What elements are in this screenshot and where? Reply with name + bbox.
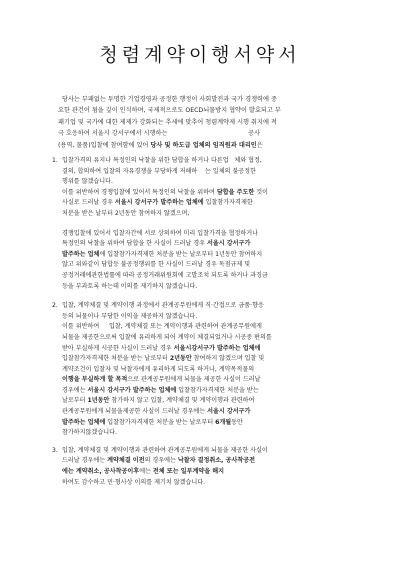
item-line	[62, 198, 362, 209]
item-line: 입찰, 계약체결 및 계약이행 과정에서 관계공무원에게 직·간접으로 금품·향응	[62, 302, 264, 310]
item-line	[62, 250, 362, 261]
item-emphasis: 낙찰자 결정취소, 공사착공전	[177, 457, 256, 465]
item-line: 경쟁입찰에 있어서 입찰자간에 서로 상의하여 미리 입찰가격을 협정하거나	[62, 229, 259, 237]
item-text: 경우에는	[62, 386, 88, 394]
item-line: 행위를 않겠습니다.	[62, 178, 113, 186]
item-text: 받아 부실하게 시공한 사실이 드러날 경우	[62, 344, 174, 352]
item-emphasis: 서울시강서구가 발주하는 업체에	[173, 344, 261, 352]
item-text: 참여하지 않겠으며 입찰 및	[191, 355, 265, 363]
item-line: 처분을 받은 날부터 2년동안 참여하지 않겠으며,	[62, 209, 190, 217]
item-line	[62, 418, 362, 429]
item-line	[62, 375, 362, 386]
item-text: 입찰참가자격제한 처분을 받는	[176, 386, 259, 394]
item-line: 이를 위반하여 입찰, 계약체결 또는 계약이행과 관련하여 관계공무원에게	[62, 323, 262, 331]
intro-line: 당사는 부패없는 투명한 기업경영과 공정한 행정이 사회발전과 국가 경쟁력에 중	[62, 96, 277, 103]
item-emphasis: 서울시 강서구가	[207, 240, 251, 248]
item-line	[62, 396, 362, 407]
item-text: 사실로 드러날 경우	[62, 199, 115, 207]
item-line	[62, 456, 362, 467]
item-text: 입찰참가자격제한	[203, 199, 253, 207]
item-line: 않고 위와같이 담합등 불공정행위를 한 사실이 드러날 경우 독점규제 및	[62, 261, 251, 269]
item-text: 이를 위반하여 경쟁입찰에 있어서 특정인의 낙찰을 위하여	[62, 188, 217, 196]
item-line: 등의 뇌물이나 부당한 이익을 제공하지 않겠습니다.	[62, 312, 198, 320]
item-text: 에는	[139, 468, 153, 476]
item-line	[62, 386, 362, 397]
intro-line: 요한 관건이 됨을 깊이 인식하며, 국제적으로도 OECD뇌물방지 협약이 발효되고 부	[58, 107, 281, 115]
item-emphasis: 서울시 강서구가	[207, 408, 251, 416]
intro-paragraph	[58, 94, 358, 151]
intro-line	[58, 140, 358, 151]
item-text: 드러날 경우에는	[62, 457, 108, 465]
pledge-item-3	[52, 446, 362, 488]
item-number: 2.	[52, 302, 58, 310]
item-number: 1.	[52, 157, 58, 164]
intro-text: 은	[256, 141, 263, 149]
item-number: 3.	[52, 446, 58, 454]
item-text: 관계공무원에게 뇌물을제공한 사실이 드러날 경우에는	[62, 408, 208, 416]
item-line: 하여도 감수하고 민·형사상 이의를 제기치 않겠습니다.	[62, 478, 206, 486]
item-emphasis: 담합을 주도한	[216, 188, 255, 196]
item-emphasis: 발주하는 업체	[62, 250, 100, 258]
pledge-item-2	[52, 301, 362, 439]
item-line	[62, 239, 362, 250]
item-line: 뇌물을 제공한으로써 입찰에 유리하게 되어 계약이 체결되었거나 시공중 편의를	[62, 333, 272, 341]
pledge-list	[52, 156, 362, 488]
item-line	[62, 467, 362, 478]
item-line	[62, 344, 362, 355]
item-text: 특정인의 낙찰을 위하여 담합을 한 사실이 드러날 경우	[62, 240, 208, 248]
pledge-item-1	[52, 156, 362, 292]
item-emphasis: 이행을 부실하게 할 목적	[62, 376, 128, 384]
intro-emphasis: 당사 및 하도급 업체의 임직원과 대리인	[150, 141, 257, 149]
item-text: 날로부터	[62, 397, 88, 405]
intro-line: 패기업 및 국가에 대한 제제가 강화되는 추세에 맞추어 청렴계약제 시행 취지에 적	[58, 118, 277, 126]
item-text: 입찰참가자격제한 처분을 받는 날로부터	[105, 418, 216, 426]
intro-text: (용역, 물품)입찰에 참여함에 있어	[58, 141, 151, 149]
item-line: 참가하지않겠습니다.	[62, 429, 117, 437]
item-line: 등을 부과토록 하는데 이의를 제기하지 않겠습니다.	[62, 282, 198, 290]
item-line: 공정거래에관한법률에 따라 공정거래위원회에 고발조치 되도록 하거나 과징금	[62, 271, 268, 279]
item-emphasis: 에는 계약취소, 공사착공이후	[62, 468, 140, 476]
item-emphasis: 2년동안	[169, 355, 192, 363]
item-emphasis: 1년동안	[87, 397, 110, 405]
item-line	[62, 188, 362, 199]
item-emphasis: 전체 또는 일부계약을 해지	[152, 468, 225, 476]
item-text: 참가하지 않고 입찰, 계약체결 및 계약이행과 관련하여	[109, 397, 255, 405]
item-line: 계약조건이 입찰자 및 낙찰자에게 유리하게 되도록 하거나, 계약목적물의	[62, 365, 255, 373]
item-emphasis: 서울시 강서구가 발주하는 업체에	[114, 199, 204, 207]
item-emphasis: 계약체결 이전	[107, 457, 145, 465]
item-line: 입찰, 계약체결 및 계약이행과 관련하여 관계공무원에게 뇌물을 제공한 사실이	[62, 446, 268, 454]
item-line: 입찰가격의 유지나 특정인의 낙찰을 위한 담합을 하거나 다른업 체와 협정,	[62, 157, 262, 164]
item-emphasis: 서울시 강서구가 발주하는 업체에	[87, 386, 177, 394]
item-text: 에 입찰참가자격제한 처분을 받는 날로부터 1년동안 참여하지	[99, 250, 263, 258]
item-text: 의 경우에는	[144, 457, 178, 465]
item-emphasis: 6개월	[215, 418, 232, 426]
item-line: 결의, 합의하여 입찰의 자유경쟁을 부당하게 저해하 는 일체의 불공정한	[62, 167, 256, 175]
intro-line: 극 호응하여 서울시 강서구에서 시행하는 공사	[58, 130, 261, 138]
item-text: 으로 관계공무원에게 뇌물을 제공한 사실이 드러날	[127, 376, 261, 384]
item-text: 것이	[254, 188, 269, 196]
item-line	[62, 354, 362, 365]
item-text: 동안	[231, 418, 243, 426]
item-emphasis: 발주하는 업체에	[62, 418, 106, 426]
item-text: 입찰참가자격제한 처분을 받는 날로부터	[62, 355, 170, 363]
page-title: 청렴계약이행서약서	[99, 44, 301, 66]
item-line	[62, 407, 362, 418]
